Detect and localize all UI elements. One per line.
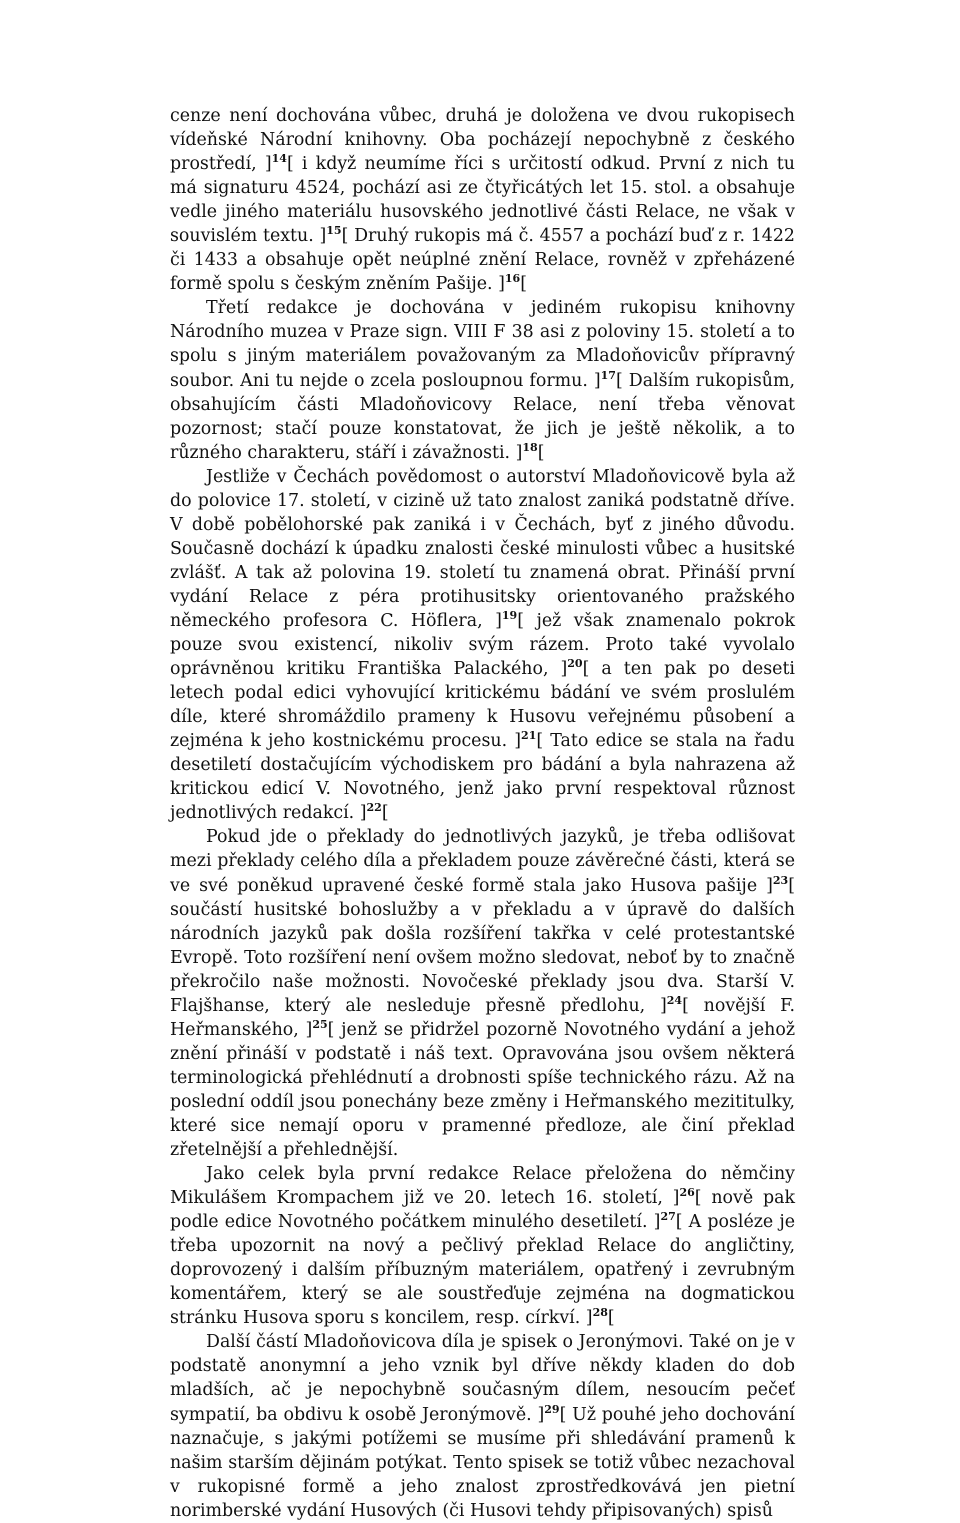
footnote-marker: 26 xyxy=(679,1186,695,1200)
footnote-marker: 15 xyxy=(326,224,342,238)
paragraph-text: Třetí redakce je dochována v jediném rukopisu knihovny Národního muzea v Praze sign. VIII F 38 asi z poloviny 15. století a to spolu s jiným materiálem považovaným za Mladoňovicův přípravný soubor. Ani tu nejde o zcela posloupnou formu. ] xyxy=(170,298,795,391)
footnote-marker: 19 xyxy=(501,609,518,623)
body-paragraph xyxy=(170,825,795,1162)
body-paragraph xyxy=(170,465,795,826)
footnote-marker: 20 xyxy=(567,657,583,671)
body-paragraph xyxy=(170,1162,795,1330)
paragraph-text: [ jež však znamenalo pokrok pouze svou existencí, nikoliv svým rázem. Proto také vyvolalo oprávněnou kritiku Františka Palackého, ] xyxy=(170,610,795,680)
paragraph-text: [ Tato edice se stala na řadu desetiletí dostačujícím východiskem pro bádání a byla nahrazena až kritickou edicí V. Novotného, jenž jako první respektoval různost jednotlivých redakcí. ] xyxy=(170,731,795,824)
paragraph-text: [ xyxy=(381,803,389,824)
footnote-marker: 14 xyxy=(271,152,287,166)
footnote-marker: 21 xyxy=(521,729,537,743)
paragraph-text: Další částí Mladoňovicova díla je spisek o Jeronýmovi. Také on je v podstatě anonymní a jeho vznik byl dříve někdy kladen do dob mladších, ač je nepochybně současným dílem, nesoucím pečeť sympatií, ba obdivu k osobě Jeronýmově. ] xyxy=(170,1332,795,1425)
paragraph-text: [ a ten pak po deseti letech podal edici vyhovující kritickému bádání ve svém proslulém díle, které shromáždilo prameny k Husovu veřejnému působení a zejména k jeho kostnickému procesu. ] xyxy=(170,659,795,752)
footnote-marker: 17 xyxy=(600,368,616,382)
footnote-marker: 16 xyxy=(504,272,521,286)
paragraph-text: [ nově pak podle edice Novotného počátkem minulého desetiletí. ] xyxy=(170,1188,795,1233)
paragraph-text: [ Druhý rukopis má č. 4557 a pochází buď z r. 1422 či 1433 a obsahuje opět neúplné znění Relace, rovněž v zpřeházené formě spolu s českým zněním Pašije. ] xyxy=(170,226,795,295)
footnote-marker: 28 xyxy=(592,1306,608,1320)
paragraph-text: [ xyxy=(607,1308,615,1329)
paragraph-text: [ novější F. Heřmanského, ] xyxy=(170,995,795,1040)
paragraph-text: Jako celek byla první redakce Relace přeložena do němčiny Mikulášem Krompachem již ve 20. letech 16. století, ] xyxy=(170,1164,795,1209)
footnote-marker: 27 xyxy=(660,1210,676,1224)
paragraph-text: Jestliže v Čechách povědomost o autorství Mladoňovicově byla až do polovice 17. století, v cizině už tato znalost zaniká podstatně dříve. V době pobělohorské pak zaniká i v Čechách, byť z jiného důvodu. Současně dochází k úpadku znalosti české minulosti vůbec a husitské zvlášť. A tak až polovina 19. století tu znamená obrat. Přináší první vydání Relace z péra protihusitsky orientovaného pražského německého profesora C. Höflera, ] xyxy=(170,466,795,631)
footnote-marker: 22 xyxy=(366,801,382,815)
paragraph-text: [ A posléze je třeba upozornit na nový a pečlivý překlad Relace do angličtiny, doprovozený i dalším příbuzným materiálem, opatřený i zevrubným komentářem, který se ale soustřeďuje zejména na dogmatickou stránku Husova sporu s koncilem, resp. církví. ] xyxy=(170,1212,796,1329)
body-paragraph xyxy=(170,296,795,464)
footnote-marker: 25 xyxy=(312,1017,328,1031)
paragraph-text: cenze není dochována vůbec, druhá je doložena ve dvou rukopisech vídeňské Národní knihovny. Oba pocházejí nepochybně z českého prostředí, ] xyxy=(170,106,795,175)
paragraph-text: [ i když neumíme říci s určitostí odkud. První z nich tu má signaturu 4524, pochází asi ze čtyřicátých let 15. stol. a obsahuje vedle jiného materiálu husovského jednotlivé části Relace, ne však v souvislém textu. ] xyxy=(170,154,795,247)
paragraph-text: [ Dalším rukopisům, obsahujícím části Mladoňovicovy Relace, není třeba věnovat pozornost; stačí pouze konstatovat, že jich je ještě několik, a to různého charakteru, stáří i závažnosti. ] xyxy=(170,370,795,463)
paragraph-text: Pokud jde o překlady do jednotlivých jazyků, je třeba odlišovat mezi překlady celého díla a překladem pouze závěrečné části, která se ve své poněkud upravené české formě stala jako Husova pašije ] xyxy=(170,827,795,896)
body-paragraph xyxy=(170,104,795,296)
paragraph-text: [ Už pouhé jeho dochování naznačuje, s jakými potížemi se musíme při shledávání pramenů k našim starším dějinám potýkat. Tento spisek se totiž vůbec nezachoval v rukopisné formě a jeho znalost zprostředkovává jen pietní norimberské vydání Husových (či Husovi tehdy připisovaných) spisů xyxy=(170,1404,795,1521)
paragraph-text: [ součástí husitské bohoslužby a v překladu a v úpravě do dalších národních jazyků pak došla rozšíření takřka v celé protestantské Evropě. Toto rozšíření není ovšem možno sledovat, neboť by to značně překročilo naše možnosti. Novočeské překlady jsou dva. Starší V. Flajšhanse, který ale nesleduje přesně předlohu, ] xyxy=(170,875,795,1016)
footnote-marker: 24 xyxy=(666,993,683,1007)
footnote-marker: 18 xyxy=(522,440,538,454)
paragraph-text: [ xyxy=(520,274,527,295)
footnote-marker: 29 xyxy=(544,1402,560,1416)
paragraph-text: [ xyxy=(537,442,545,463)
paragraph-text: [ jenž se přidržel pozorně Novotného vydání a jehož znění přináší v podstatě i náš text. Opravována jsou ovšem některá terminologická přehlédnutí a drobnosti spíše technického rázu. Až na poslední oddíl jsou ponechány beze změny i Heřmanského mezititulky, které sice nemají oporu v pramenné předloze, ale činí překlad zřetelnější a přehlednější. xyxy=(170,1019,795,1161)
book-page-text xyxy=(170,104,795,1523)
footnote-marker: 23 xyxy=(772,873,789,887)
body-paragraph xyxy=(170,1330,795,1522)
